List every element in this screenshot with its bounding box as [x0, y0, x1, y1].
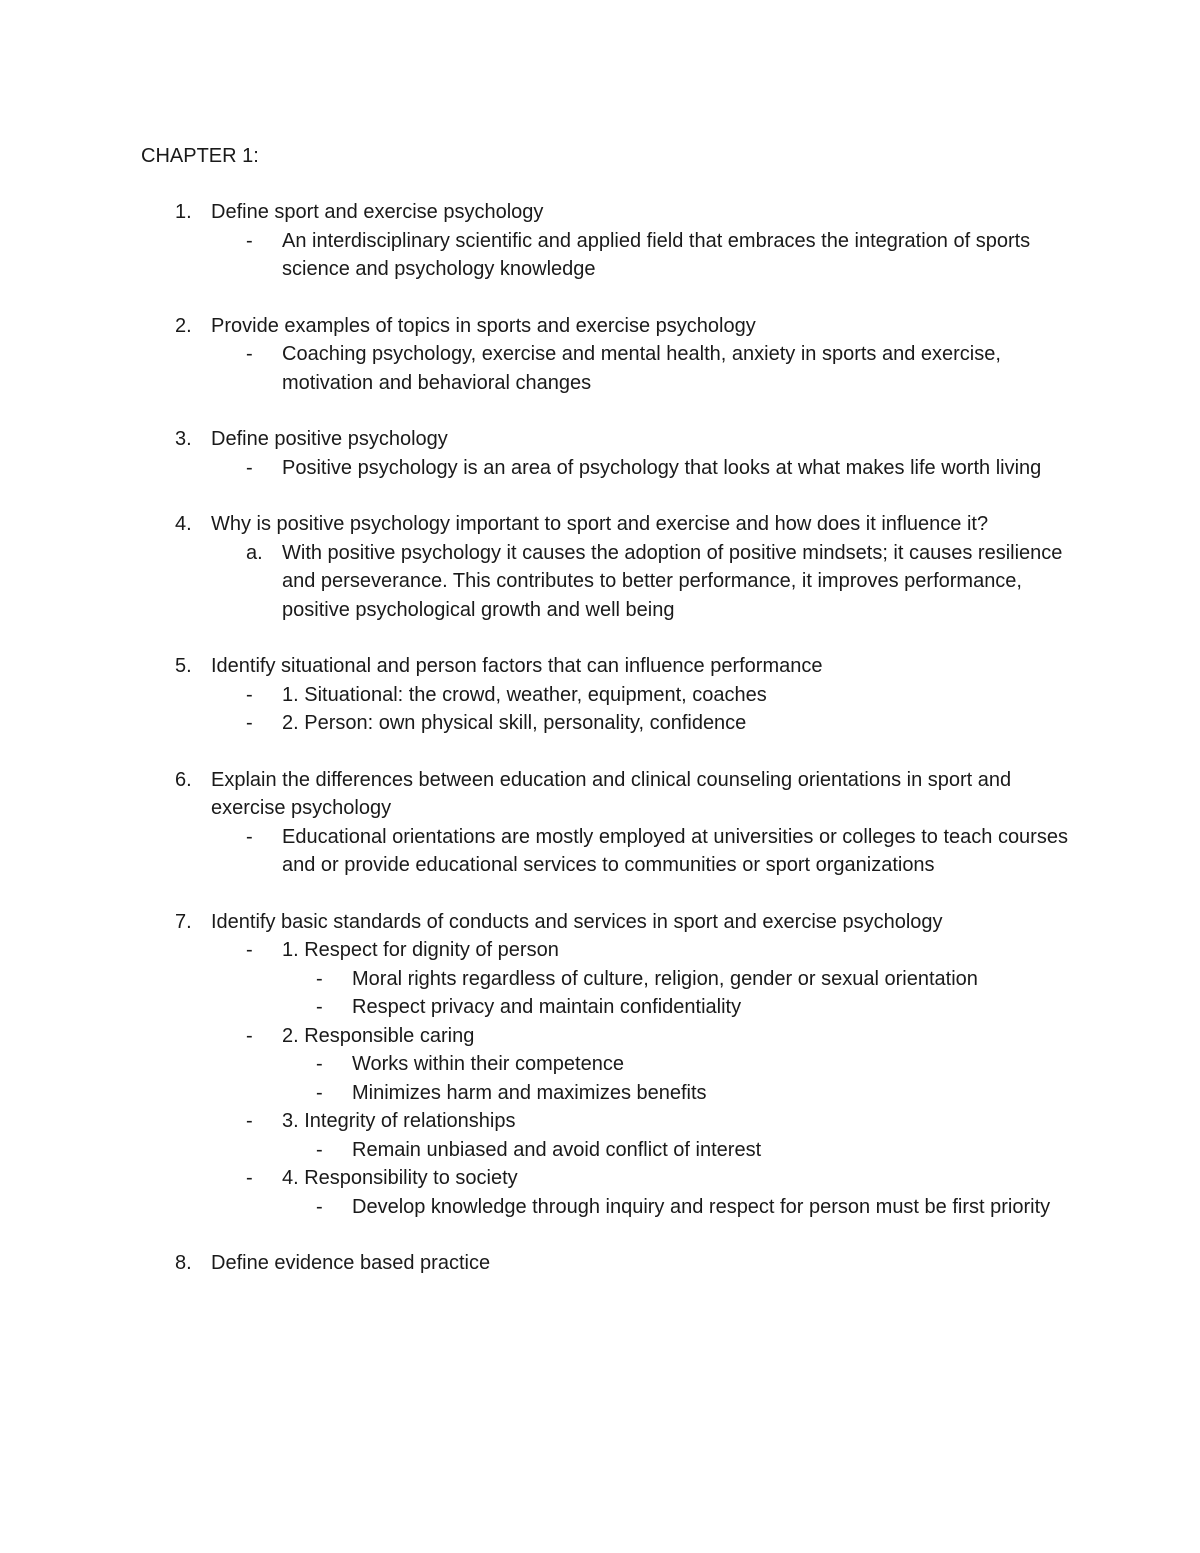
answer-item: [0, 340, 1200, 397]
question-text: Identify situational and person factors that can influence performance: [211, 655, 823, 677]
question-text: Define evidence based practice: [211, 1252, 491, 1274]
answer-bullet: -: [246, 939, 253, 961]
answer-text: 2. Responsible caring: [282, 1024, 475, 1047]
question-text: Define positive psychology: [211, 428, 448, 450]
answer-item: [0, 1022, 1200, 1051]
answer-text: Educational orientations are mostly employed at universities or colleges to teach courses and or provide educational services to communities or sport organizations: [282, 825, 1068, 876]
question-item: [0, 425, 1200, 482]
question-text: Provide examples of topics in sports and exercise psychology: [211, 314, 756, 337]
detail-item: [0, 965, 1200, 994]
answer-bullet: -: [246, 1167, 253, 1189]
answer-text: 1. Respect for dignity of person: [282, 939, 559, 961]
question-number: 4.: [175, 513, 192, 535]
answer-text: 3. Integrity of relationships: [282, 1110, 516, 1132]
answer-text: Coaching psychology, exercise and mental health, anxiety in sports and exercise, motivation and behavioral changes: [282, 343, 1001, 394]
detail-item: [0, 1079, 1200, 1108]
detail-item: [0, 1050, 1200, 1079]
detail-text: Respect privacy and maintain confidentiality: [352, 996, 742, 1018]
answer-text: Positive psychology is an area of psychology that looks at what makes life worth living: [282, 456, 1042, 479]
answer-item: [0, 539, 1200, 625]
answer-bullet: -: [246, 825, 253, 848]
answer-item: [0, 1107, 1200, 1136]
detail-bullet: -: [316, 1195, 323, 1218]
question-number: 1.: [175, 201, 192, 223]
answer-item: [0, 227, 1200, 284]
answer-text: 4. Responsibility to society: [282, 1167, 518, 1189]
question-number: 5.: [175, 655, 192, 677]
answer-item: [0, 454, 1200, 483]
answer-bullet: -: [246, 343, 253, 365]
answer-text: An interdisciplinary scientific and applied field that embraces the integration of sports science and psychology knowledge: [282, 229, 1031, 280]
answer-bullet: -: [246, 1110, 253, 1132]
answer-letter: a.: [246, 541, 263, 564]
answer-item: [0, 823, 1200, 880]
answer-bullet: -: [246, 683, 253, 706]
question-item: [0, 198, 1200, 284]
question-item: [0, 510, 1200, 624]
question-text: Define sport and exercise psychology: [211, 201, 544, 223]
question-number: 7.: [175, 910, 192, 933]
answer-item: [0, 936, 1200, 965]
detail-bullet: -: [316, 996, 323, 1018]
detail-bullet: -: [316, 1138, 323, 1161]
answer-text: 2. Person: own physical skill, personality, confidence: [282, 712, 747, 734]
detail-bullet: -: [316, 1081, 323, 1104]
answer-bullet: -: [246, 712, 253, 734]
question-text: Explain the differences between education and clinical counseling orientations in sport and exercise psychology: [211, 768, 1012, 819]
question-item: [0, 766, 1200, 880]
detail-item: [0, 1193, 1200, 1222]
question-item: [0, 908, 1200, 1222]
detail-bullet: -: [316, 967, 323, 990]
detail-text: Works within their competence: [352, 1053, 624, 1075]
answer-item: [0, 709, 1200, 738]
answer-text: 1. Situational: the crowd, weather, equipment, coaches: [282, 683, 767, 706]
question-number: 2.: [175, 314, 192, 337]
answer-bullet: -: [246, 1024, 253, 1047]
question-number: 3.: [175, 428, 192, 450]
detail-text: Develop knowledge through inquiry and respect for person must be first priority: [352, 1195, 1051, 1218]
answer-bullet: -: [246, 456, 253, 479]
answer-text: With positive psychology it causes the adoption of positive mindsets; it causes resilience and perseverance. This contributes to better performance, it improves performance, positive psychological growth and well being: [282, 541, 1063, 621]
question-item: [0, 312, 1200, 398]
detail-text: Minimizes harm and maximizes benefits: [352, 1081, 707, 1104]
detail-bullet: -: [316, 1053, 323, 1075]
question-list: [0, 198, 1200, 1306]
detail-text: Moral rights regardless of culture, religion, gender or sexual orientation: [352, 967, 978, 990]
answer-item: [0, 1164, 1200, 1193]
detail-item: [0, 1136, 1200, 1165]
question-item: [0, 652, 1200, 738]
question-number: 6.: [175, 768, 192, 791]
question-text: Why is positive psychology important to sport and exercise and how does it influence it?: [211, 513, 989, 535]
detail-item: [0, 993, 1200, 1022]
chapter-heading: CHAPTER 1:: [141, 145, 259, 167]
question-item: [0, 1249, 1200, 1278]
question-text: Identify basic standards of conducts and services in sport and exercise psychology: [211, 910, 943, 933]
question-number: 8.: [175, 1252, 192, 1274]
answer-bullet: -: [246, 229, 253, 252]
answer-item: [0, 681, 1200, 710]
detail-text: Remain unbiased and avoid conflict of interest: [352, 1138, 762, 1161]
